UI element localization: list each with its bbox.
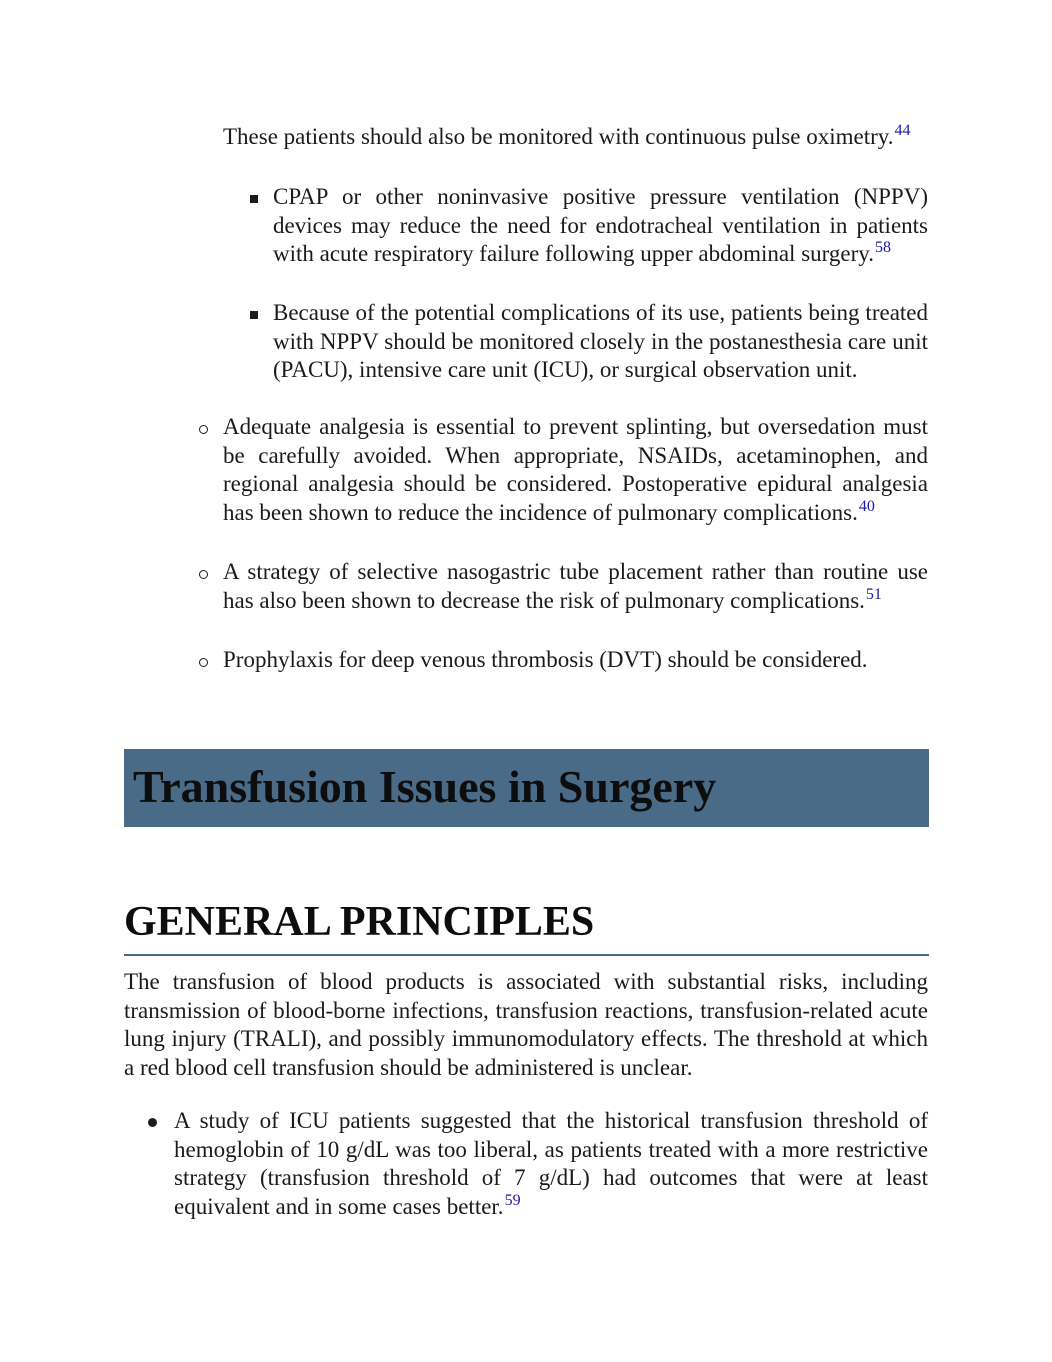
- circle-bullet-icon: [199, 658, 208, 667]
- circle-bullet-icon: [199, 570, 208, 579]
- list-item-text: Because of the potential complications of its use, patients being treated with NPPV should be monitored closely in the postanesthesia care unit (PACU), intensive care unit (ICU), or surgical observation unit.: [273, 300, 928, 383]
- list-item-text: Adequate analgesia is essential to prevent splinting, but oversedation must be carefully avoided. When appropriate, NSAIDs, acetaminophen, and regional analgesia should be considered. Postoperative epidural analgesia has been shown to reduce the incidence of pulmonary complications.: [223, 414, 928, 525]
- continuation-text: These patients should also be monitored with continuous pulse oximetry.: [223, 124, 894, 149]
- list-item: [273, 299, 928, 385]
- section-intro-text: The transfusion of blood products is associated with substantial risks, including transmission of blood-borne infections, transfusion reactions, transfusion-related acute lung injury (TRALI), and possibly immunomodulatory effects. The threshold at which a red blood cell transfusion should be administered is unclear.: [124, 969, 928, 1080]
- footnote-ref[interactable]: 40: [858, 497, 875, 515]
- continuation-paragraph: [223, 123, 928, 152]
- list-item-text: A study of ICU patients suggested that the historical transfusion threshold of hemoglobin of 10 g/dL was too liberal, as patients treated with a more restrictive strategy (transfusion threshold of 7 g/dL) had outcomes that were at least equivalent and in some cases better.: [174, 1108, 928, 1219]
- list-item-text: Prophylaxis for deep venous thrombosis (DVT) should be considered.: [223, 647, 868, 672]
- section-intro-paragraph: [124, 968, 928, 1082]
- footnote-ref[interactable]: 58: [875, 239, 892, 257]
- footnote-ref[interactable]: 44: [894, 122, 911, 139]
- list-item: [174, 1107, 928, 1221]
- footnote-ref[interactable]: 51: [865, 585, 882, 603]
- square-bullet-icon: [250, 195, 258, 203]
- list-item: [223, 413, 928, 527]
- section-heading: GENERAL PRINCIPLES: [124, 899, 595, 945]
- chapter-banner: [124, 749, 929, 827]
- list-item-text: CPAP or other noninvasive positive pressure ventilation (NPPV) devices may reduce the need for endotracheal ventilation in patients with acute respiratory failure following upper abdominal surgery.: [273, 184, 928, 267]
- list-item: [223, 558, 928, 615]
- disc-bullet-icon: [148, 1118, 157, 1127]
- circle-bullet-icon: [199, 425, 208, 434]
- list-item: [223, 646, 928, 675]
- list-item: [273, 183, 928, 269]
- footnote-ref[interactable]: 59: [504, 1191, 521, 1209]
- square-bullet-icon: [250, 311, 258, 319]
- list-item-text: A strategy of selective nasogastric tube placement rather than routine use has also been shown to decrease the risk of pulmonary complications.: [223, 559, 928, 613]
- section-divider: [124, 954, 929, 956]
- chapter-title: Transfusion Issues in Surgery: [133, 761, 717, 812]
